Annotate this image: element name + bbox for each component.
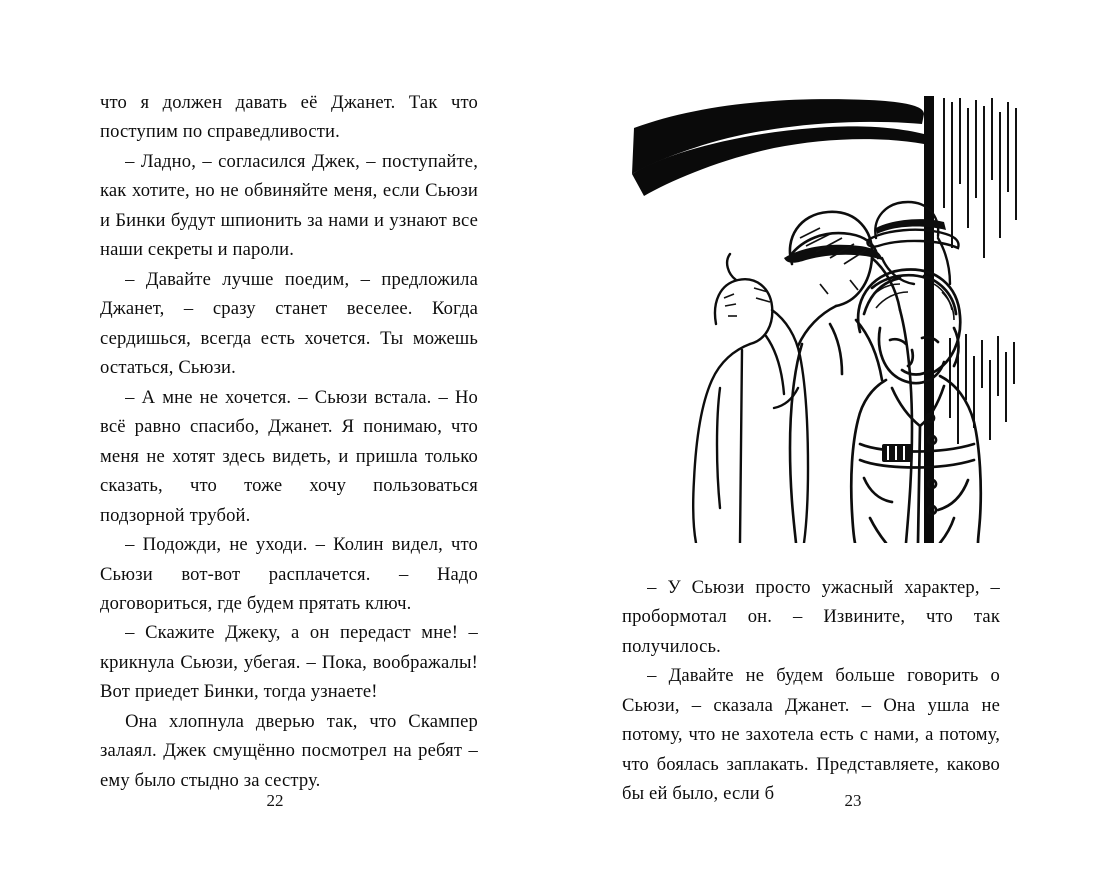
right-page [550, 0, 1100, 873]
paragraph: – Давайте лучше поедим, – предложила Джанет, – сразу станет веселее. Когда сердишься, всегда есть хочется. Ты можешь остаться, Сьюзи. [100, 268, 478, 379]
right-page-text [622, 573, 1000, 809]
page-number-left: 22 [266, 791, 284, 810]
left-page-text [100, 88, 478, 795]
paragraph: – У Сьюзи просто ужасный характер, – пробормотал он. – Извините, что так получилось. [622, 577, 1000, 657]
paragraph: – Ладно, – согласился Джек, – поступайте, как хотите, но не обвиняйте меня, если Сьюзи и Бинки будут шпионить за нами и узнают все наши секреты и пароли. [100, 150, 478, 261]
four-children-ink-drawing [624, 88, 1029, 543]
paragraph: что я должен давать её Джанет. Так что поступим по справедливости. [100, 92, 478, 143]
paragraph: – А мне не хочется. – Сьюзи встала. – Но всё равно спасибо, Джанет. Я понимаю, что меня не хотят здесь видеть, и пришла только сказать, что тоже хочу пользоваться подзорной трубой. [100, 386, 478, 526]
page-number-right: 23 [844, 791, 862, 810]
paragraph: – Подожди, не уходи. – Колин видел, что Сьюзи вот-вот расплачется. – Надо договориться, где будем прятать ключ. [100, 534, 478, 614]
paragraph: Она хлопнула дверью так, что Скампер залаял. Джек смущённо посмотрел на ребят – ему было стыдно за сестру. [100, 710, 478, 791]
paragraph: – Скажите Джеку, а он передаст мне! – крикнула Сьюзи, убегая. – Пока, воображалы! Вот приедет Бинки, тогда узнаете! [100, 622, 478, 703]
paragraph: – Давайте не будем больше говорить о Сьюзи, – сказала Джанет. – Она ушла не потому, что не захотела есть с нами, а потому, что боялась заплакать. Представляете, каково бы ей было, если б [622, 665, 1000, 805]
illustration-wrapper [622, 88, 1000, 573]
